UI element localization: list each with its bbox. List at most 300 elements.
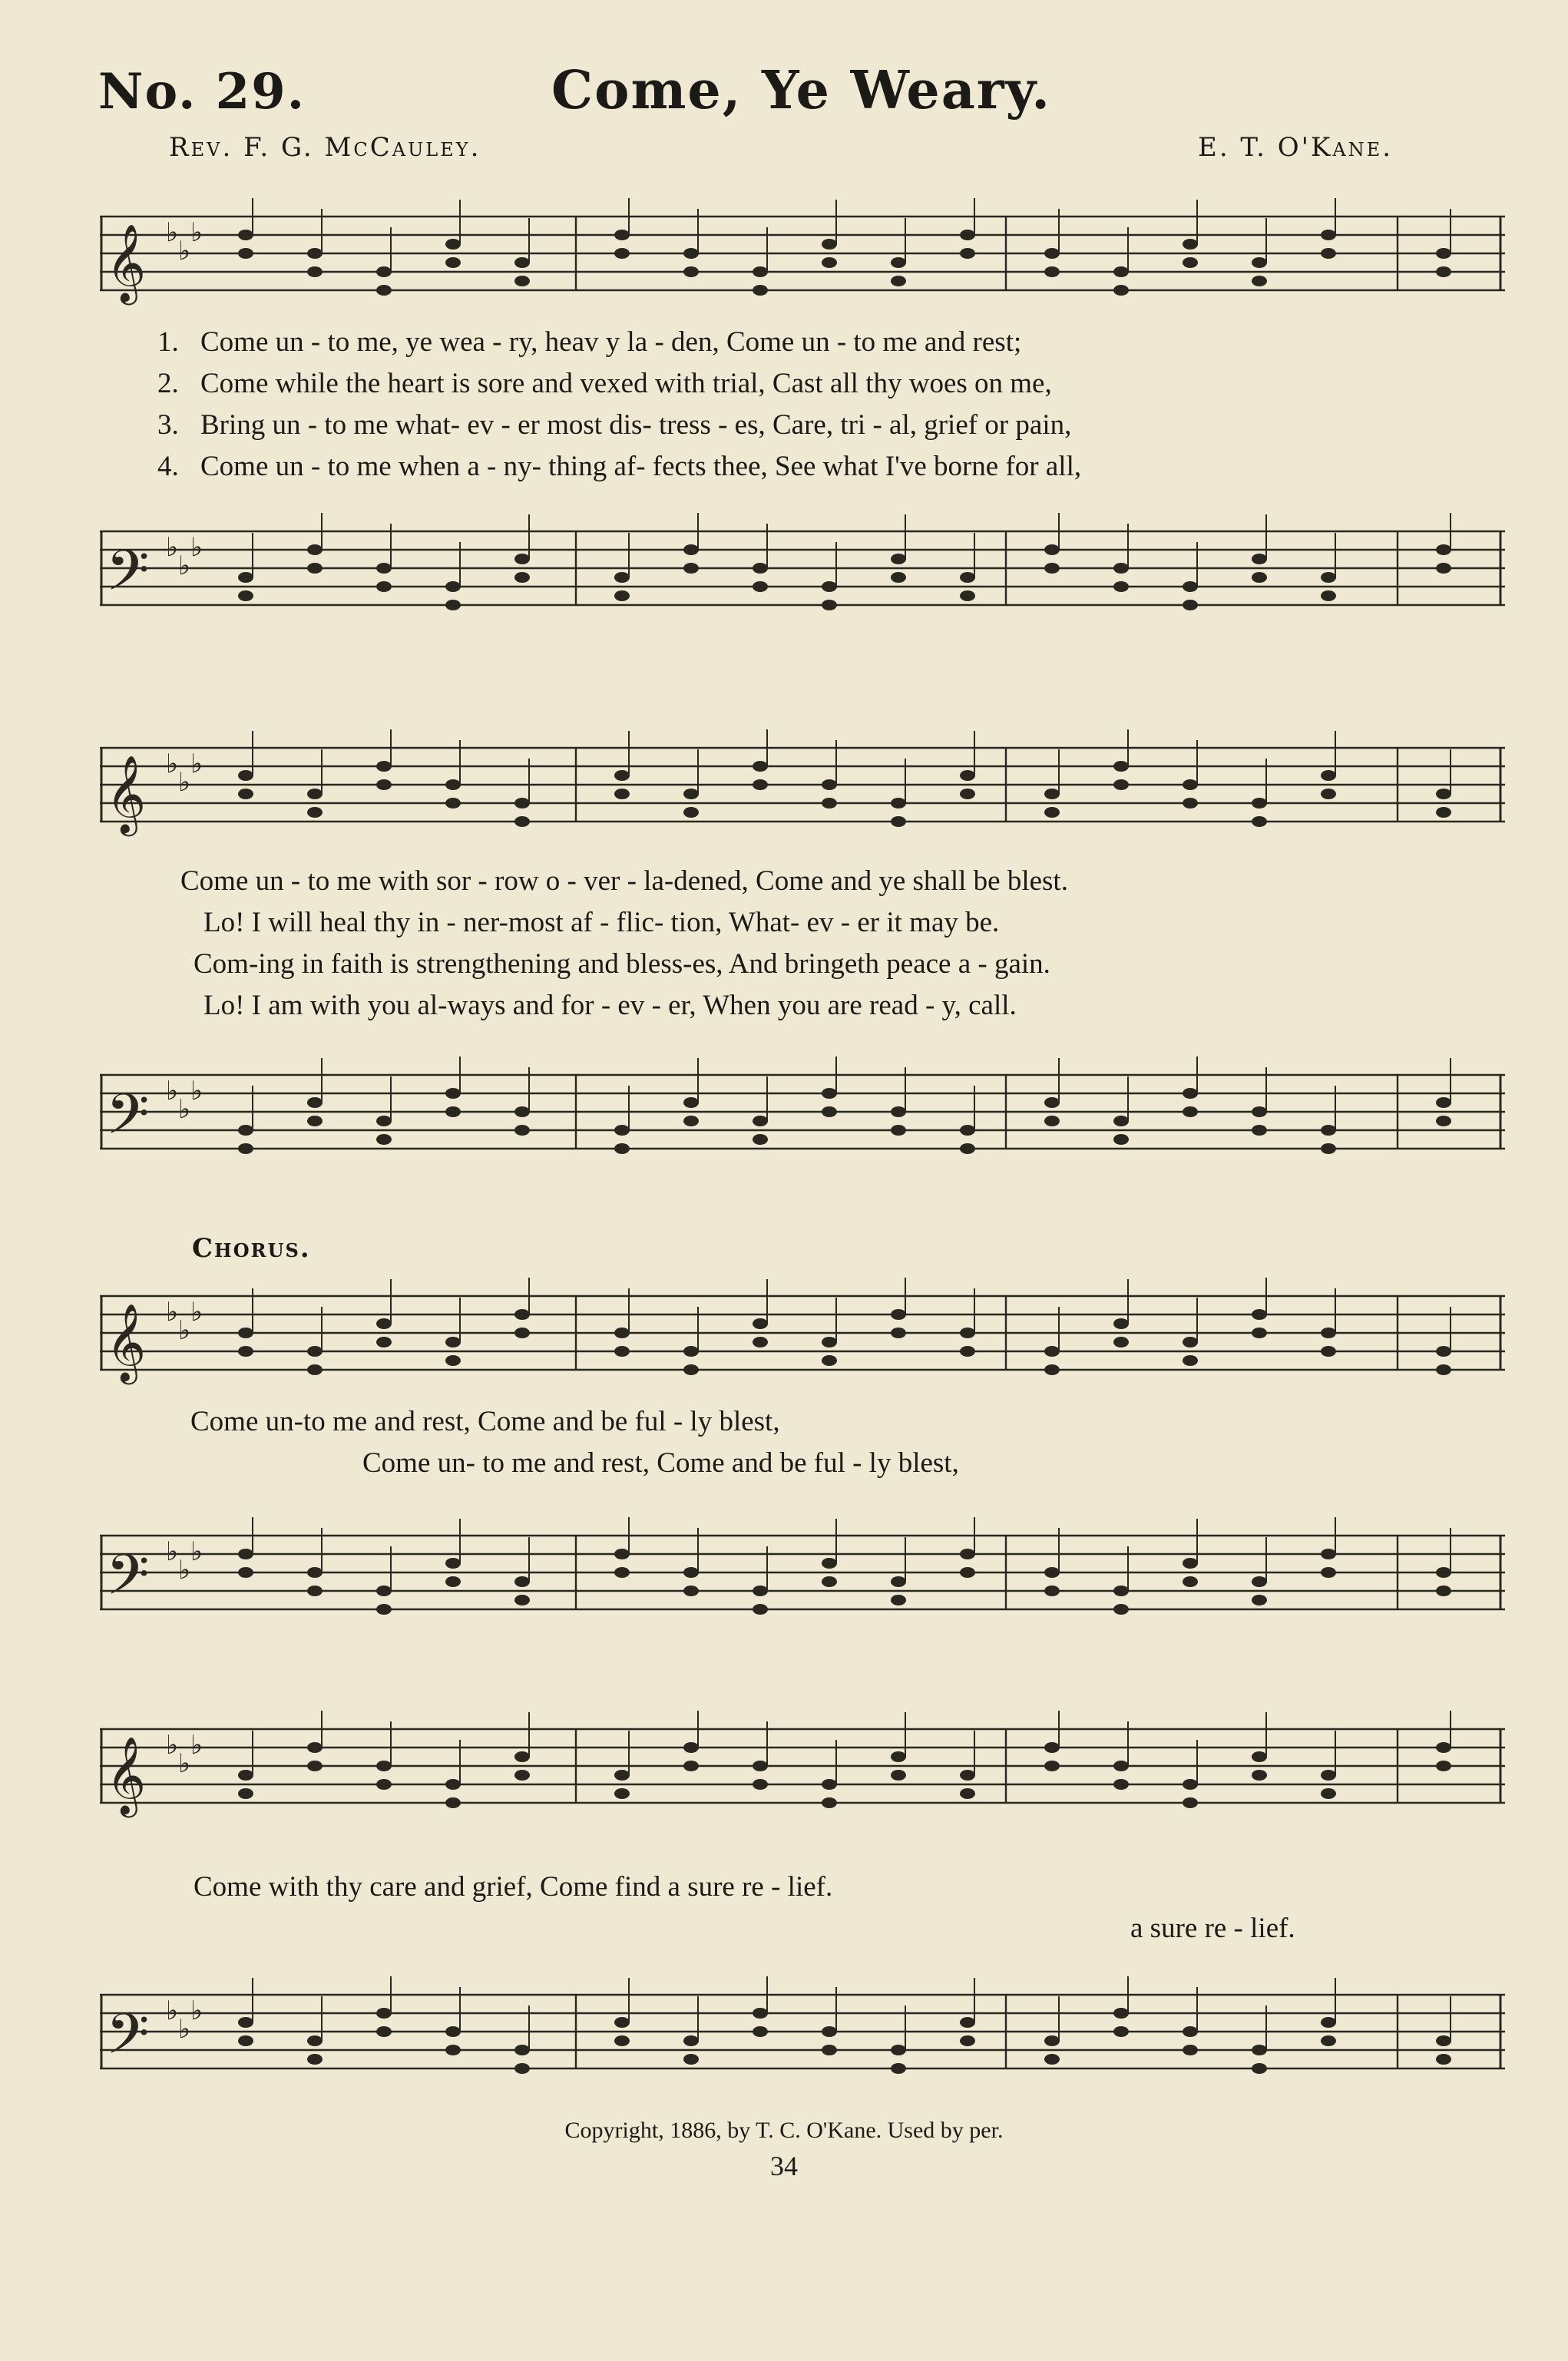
note-head — [1436, 1761, 1451, 1771]
note-head — [1321, 1346, 1336, 1357]
note-head — [1252, 1125, 1267, 1136]
note-head — [514, 2063, 530, 2074]
flat-icon: ♭ — [178, 767, 191, 798]
flat-icon: ♭ — [178, 2014, 191, 2045]
flat-icon: ♭ — [190, 1076, 203, 1106]
note-head — [753, 2026, 768, 2037]
flat-icon: ♭ — [178, 1094, 191, 1125]
page-number: 34 — [770, 2151, 798, 2181]
note-head — [614, 590, 630, 601]
staff-bass — [92, 1976, 1520, 2090]
note-head — [1044, 1346, 1060, 1357]
note-head — [307, 1761, 323, 1771]
chorus-label: Chorus. — [192, 1233, 311, 1264]
note-head — [1044, 1364, 1060, 1375]
note-head — [891, 1328, 906, 1338]
note-head — [614, 1346, 630, 1357]
note-head — [514, 798, 530, 808]
note-head — [307, 1567, 323, 1578]
flat-icon: ♭ — [166, 217, 179, 248]
note-head — [1252, 1770, 1267, 1781]
flat-icon: ♭ — [178, 551, 191, 581]
note-head — [1436, 544, 1451, 555]
note-head — [514, 1309, 530, 1320]
note-head — [1044, 266, 1060, 277]
note-head — [307, 248, 323, 259]
note-head — [960, 1125, 975, 1136]
note-head — [238, 2035, 253, 2046]
note-head — [1252, 1328, 1267, 1338]
note-head — [445, 239, 461, 250]
note-head — [891, 276, 906, 286]
note-head — [683, 1364, 699, 1375]
note-head — [1436, 1567, 1451, 1578]
note-head — [238, 1567, 253, 1578]
note-head — [614, 1567, 630, 1578]
note-head — [891, 1576, 906, 1587]
note-head — [1044, 1567, 1060, 1578]
note-head — [822, 257, 837, 268]
verse-line: 4. Come un - to me when a - ny- thing af- fects thee, See what I've borne for all, — [157, 451, 1082, 482]
note-head — [614, 2017, 630, 2028]
note-head — [1183, 1355, 1198, 1366]
note-head — [307, 266, 323, 277]
note-head — [960, 230, 975, 240]
note-head — [960, 1143, 975, 1154]
note-head — [307, 789, 323, 799]
note-head — [1044, 563, 1060, 574]
note-head — [376, 761, 392, 772]
clef-icon: 𝄞 — [106, 1735, 147, 1814]
note-head — [1183, 1576, 1198, 1587]
flat-icon: ♭ — [190, 749, 203, 779]
note-head — [514, 572, 530, 583]
note-head — [614, 1549, 630, 1559]
note-head — [1436, 1097, 1451, 1108]
staff-lines — [92, 729, 1520, 843]
note-head — [445, 1088, 461, 1099]
note-head — [1044, 1116, 1060, 1126]
flat-icon: ♭ — [190, 1730, 203, 1761]
note-head — [822, 1088, 837, 1099]
note-head — [822, 2026, 837, 2037]
note-head — [1113, 285, 1129, 296]
note-head — [445, 1797, 461, 1808]
staff-lines — [92, 513, 1520, 627]
note-head — [960, 1328, 975, 1338]
note-head — [960, 590, 975, 601]
note-head — [822, 1576, 837, 1587]
flat-icon: ♭ — [166, 749, 179, 779]
note-head — [514, 1328, 530, 1338]
note-head — [514, 816, 530, 827]
note-head — [1436, 248, 1451, 259]
note-head — [376, 1116, 392, 1126]
verse-line: 3. Bring un - to me what- ev - er most dis- tress - es, Care, tri - al, grief or pain, — [157, 409, 1072, 441]
chorus-lyric-lower: a sure re - lief. — [1130, 1913, 1295, 1944]
note-head — [960, 1770, 975, 1781]
note-head — [1436, 2054, 1451, 2065]
note-head — [1252, 2045, 1267, 2055]
note-head — [1436, 789, 1451, 799]
note-head — [1321, 1567, 1336, 1578]
clef-icon: 𝄢 — [106, 537, 150, 617]
note-head — [960, 1788, 975, 1799]
note-head — [445, 1779, 461, 1790]
note-head — [376, 1318, 392, 1329]
staff-treble — [92, 198, 1520, 312]
note-head — [683, 1761, 699, 1771]
note-head — [753, 581, 768, 592]
note-head — [1321, 770, 1336, 781]
note-head — [238, 590, 253, 601]
staff-lines — [92, 198, 1520, 312]
verse-line: 2. Come while the heart is sore and vexed with trial, Cast all thy woes on me, — [157, 368, 1052, 399]
note-head — [753, 285, 768, 296]
chorus-lyric-upper: Come un-to me and rest, Come and be ful - ly blest, — [190, 1406, 780, 1437]
note-head — [1321, 2017, 1336, 2028]
note-head — [891, 1125, 906, 1136]
staff-lines — [92, 1278, 1520, 1391]
note-head — [1321, 1125, 1336, 1136]
note-head — [753, 1779, 768, 1790]
note-head — [1113, 1586, 1129, 1596]
note-head — [614, 789, 630, 799]
note-head — [1113, 2026, 1129, 2037]
note-head — [822, 600, 837, 610]
note-head — [683, 2054, 699, 2065]
note-head — [891, 572, 906, 583]
note-head — [753, 1116, 768, 1126]
note-head — [614, 1788, 630, 1799]
note-head — [445, 798, 461, 808]
note-head — [445, 779, 461, 790]
staff-bass — [92, 1517, 1520, 1631]
note-head — [822, 1779, 837, 1790]
staff-lines — [92, 1517, 1520, 1631]
flat-icon: ♭ — [166, 1730, 179, 1761]
note-head — [238, 2017, 253, 2028]
flat-icon: ♭ — [178, 1315, 191, 1346]
note-head — [1436, 1364, 1451, 1375]
note-head — [614, 770, 630, 781]
note-head — [376, 1604, 392, 1615]
note-head — [1113, 779, 1129, 790]
note-head — [1252, 572, 1267, 583]
note-head — [960, 1346, 975, 1357]
note-head — [1044, 1761, 1060, 1771]
note-head — [753, 563, 768, 574]
note-head — [1321, 230, 1336, 240]
note-head — [753, 779, 768, 790]
flat-icon: ♭ — [166, 1536, 179, 1567]
flat-icon: ♭ — [166, 1297, 179, 1328]
note-head — [891, 257, 906, 268]
note-head — [753, 1586, 768, 1596]
note-head — [891, 1595, 906, 1605]
note-head — [1321, 1549, 1336, 1559]
note-head — [822, 1558, 837, 1569]
note-head — [1436, 1116, 1451, 1126]
flat-icon: ♭ — [190, 1536, 203, 1567]
note-head — [238, 1770, 253, 1781]
note-head — [614, 1143, 630, 1154]
note-head — [445, 1558, 461, 1569]
note-head — [238, 770, 253, 781]
note-head — [1252, 798, 1267, 808]
note-head — [1252, 1751, 1267, 1762]
note-head — [1113, 563, 1129, 574]
note-head — [1183, 1797, 1198, 1808]
note-head — [238, 1788, 253, 1799]
note-head — [753, 266, 768, 277]
note-head — [238, 1549, 253, 1559]
note-head — [960, 770, 975, 781]
staff-lines — [92, 1976, 1520, 2090]
note-head — [238, 1328, 253, 1338]
note-head — [514, 554, 530, 564]
staff-lines — [92, 1711, 1520, 1824]
clef-icon: 𝄞 — [106, 1302, 147, 1381]
note-head — [238, 789, 253, 799]
note-head — [376, 1134, 392, 1145]
note-head — [1183, 600, 1198, 610]
note-head — [514, 1106, 530, 1117]
verse-line: Lo! I will heal thy in - ner-most af - flic- tion, What- ev - er it may be. — [203, 907, 1000, 938]
note-head — [238, 572, 253, 583]
note-head — [307, 807, 323, 818]
note-head — [1044, 1097, 1060, 1108]
flat-icon: ♭ — [166, 1076, 179, 1106]
note-head — [1044, 1586, 1060, 1596]
note-head — [683, 563, 699, 574]
note-head — [1252, 276, 1267, 286]
flat-icon: ♭ — [190, 532, 203, 563]
note-head — [1044, 1742, 1060, 1753]
note-head — [514, 1125, 530, 1136]
flat-icon: ♭ — [190, 1297, 203, 1328]
note-head — [683, 807, 699, 818]
staff-lines — [92, 1056, 1520, 1170]
note-head — [1436, 1346, 1451, 1357]
note-head — [891, 798, 906, 808]
note-head — [307, 1364, 323, 1375]
note-head — [445, 1576, 461, 1587]
note-head — [891, 2063, 906, 2074]
note-head — [307, 1097, 323, 1108]
note-head — [1252, 554, 1267, 564]
note-head — [514, 257, 530, 268]
chorus-lyric-lower: Come un- to me and rest, Come and be ful - ly blest, — [362, 1447, 959, 1479]
staff-treble — [92, 1278, 1520, 1391]
note-head — [822, 1797, 837, 1808]
verse-line: Com-ing in faith is strengthening and bless-es, And bringeth peace a - gain. — [194, 948, 1050, 980]
note-head — [1113, 1604, 1129, 1615]
composer-credit: E. T. O'Kane. — [1198, 132, 1394, 163]
note-head — [614, 1125, 630, 1136]
note-head — [445, 581, 461, 592]
verse-line: Come un - to me with sor - row o - ver - la-dened, Come and ye shall be blest. — [180, 865, 1068, 897]
note-head — [1321, 248, 1336, 259]
note-head — [753, 1134, 768, 1145]
note-head — [307, 544, 323, 555]
note-head — [445, 2026, 461, 2037]
note-head — [1183, 2045, 1198, 2055]
note-head — [891, 2045, 906, 2055]
note-head — [1252, 2063, 1267, 2074]
note-head — [514, 276, 530, 286]
note-head — [514, 1770, 530, 1781]
note-head — [1113, 761, 1129, 772]
note-head — [960, 2017, 975, 2028]
copyright-notice: Copyright, 1886, by T. C. O'Kane. Used by per. — [564, 2118, 1004, 2143]
note-head — [376, 266, 392, 277]
note-head — [822, 1355, 837, 1366]
note-head — [514, 1751, 530, 1762]
note-head — [683, 789, 699, 799]
note-head — [376, 1761, 392, 1771]
author-credit: Rev. F. G. McCauley. — [169, 132, 481, 163]
verse-line: Lo! I am with you al-ways and for - ev - er, When you are read - y, call. — [203, 990, 1017, 1021]
clef-icon: 𝄞 — [106, 754, 147, 833]
staff-bass — [92, 513, 1520, 627]
note-head — [514, 1595, 530, 1605]
note-head — [445, 2045, 461, 2055]
note-head — [1183, 1106, 1198, 1117]
note-head — [1252, 1106, 1267, 1117]
hymn-number: No. 29. — [98, 63, 306, 121]
note-head — [376, 285, 392, 296]
note-head — [822, 1337, 837, 1347]
note-head — [1252, 1309, 1267, 1320]
note-head — [891, 1106, 906, 1117]
note-head — [238, 230, 253, 240]
note-head — [891, 1770, 906, 1781]
note-head — [1113, 1337, 1129, 1347]
staff-bass — [92, 1056, 1520, 1170]
note-head — [614, 572, 630, 583]
note-head — [1113, 581, 1129, 592]
note-head — [614, 248, 630, 259]
note-head — [960, 1567, 975, 1578]
note-head — [822, 2045, 837, 2055]
note-head — [1113, 1779, 1129, 1790]
note-head — [683, 1567, 699, 1578]
note-head — [891, 816, 906, 827]
note-head — [891, 554, 906, 564]
note-head — [376, 779, 392, 790]
note-head — [891, 1751, 906, 1762]
note-head — [1044, 2035, 1060, 2046]
note-head — [445, 1337, 461, 1347]
note-head — [1113, 1116, 1129, 1126]
chorus-lyric-upper: Come with thy care and grief, Come find a sure re - lief. — [194, 1871, 833, 1903]
note-head — [822, 581, 837, 592]
note-head — [1252, 816, 1267, 827]
note-head — [445, 1355, 461, 1366]
note-head — [238, 1143, 253, 1154]
note-head — [1183, 1337, 1198, 1347]
note-head — [238, 1346, 253, 1357]
note-head — [1044, 2054, 1060, 2065]
note-head — [960, 2035, 975, 2046]
note-head — [1044, 544, 1060, 555]
note-head — [1436, 563, 1451, 574]
note-head — [1183, 779, 1198, 790]
note-head — [1252, 1595, 1267, 1605]
note-head — [822, 239, 837, 250]
note-head — [1183, 581, 1198, 592]
flat-icon: ♭ — [190, 217, 203, 248]
hymn-title: Come, Ye Weary. — [551, 60, 1051, 121]
note-head — [1252, 1576, 1267, 1587]
note-head — [1321, 789, 1336, 799]
note-head — [1044, 807, 1060, 818]
note-head — [376, 1779, 392, 1790]
flat-icon: ♭ — [190, 1996, 203, 2026]
note-head — [1044, 789, 1060, 799]
note-head — [445, 1106, 461, 1117]
flat-icon: ♭ — [166, 1996, 179, 2026]
note-head — [1183, 1558, 1198, 1569]
clef-icon: 𝄢 — [106, 1081, 150, 1160]
note-head — [1321, 1788, 1336, 1799]
verse-line: 1. Come un - to me, ye wea - ry, heav y la - den, Come un - to me and rest; — [157, 326, 1022, 358]
note-head — [1183, 2026, 1198, 2037]
note-head — [238, 248, 253, 259]
note-head — [376, 563, 392, 574]
note-head — [514, 2045, 530, 2055]
note-head — [1044, 248, 1060, 259]
note-head — [376, 1337, 392, 1347]
note-head — [445, 257, 461, 268]
note-head — [753, 761, 768, 772]
note-head — [683, 2035, 699, 2046]
note-head — [1321, 1328, 1336, 1338]
note-head — [445, 600, 461, 610]
note-head — [1321, 590, 1336, 601]
note-head — [376, 2008, 392, 2019]
note-head — [1436, 1586, 1451, 1596]
note-head — [1436, 2035, 1451, 2046]
note-head — [683, 248, 699, 259]
note-head — [307, 1586, 323, 1596]
note-head — [1436, 266, 1451, 277]
note-head — [307, 563, 323, 574]
note-head — [1183, 1779, 1198, 1790]
note-head — [614, 230, 630, 240]
note-head — [1113, 2008, 1129, 2019]
note-head — [1321, 1770, 1336, 1781]
clef-icon: 𝄢 — [106, 1542, 150, 1621]
note-head — [1113, 1134, 1129, 1145]
note-head — [1183, 239, 1198, 250]
note-head — [376, 2026, 392, 2037]
flat-icon: ♭ — [178, 236, 191, 266]
note-head — [822, 798, 837, 808]
note-head — [753, 1318, 768, 1329]
note-head — [1252, 257, 1267, 268]
note-head — [307, 1346, 323, 1357]
note-head — [683, 1116, 699, 1126]
note-head — [753, 1337, 768, 1347]
note-head — [891, 1309, 906, 1320]
staff-treble — [92, 1711, 1520, 1824]
note-head — [514, 1576, 530, 1587]
note-head — [307, 1116, 323, 1126]
note-head — [753, 2008, 768, 2019]
note-head — [683, 1346, 699, 1357]
